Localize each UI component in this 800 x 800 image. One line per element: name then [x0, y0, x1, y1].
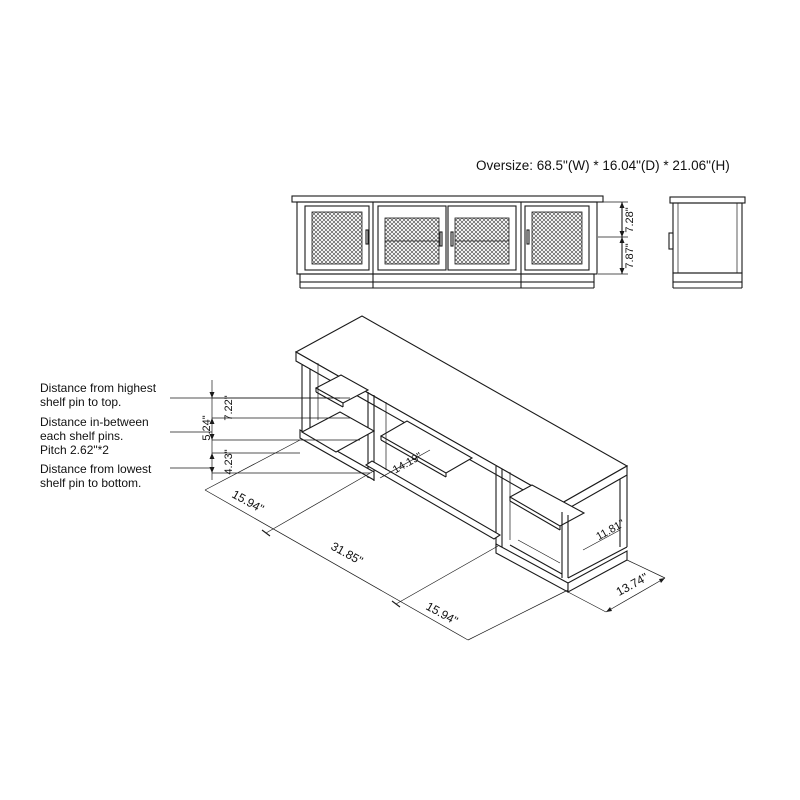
lowest-pin-line2: shelf pin to bottom.: [40, 476, 142, 490]
iso-top-surface: [296, 316, 627, 503]
front-top-panel: [292, 196, 603, 202]
highest-pin-line2: shelf pin to top.: [40, 395, 122, 409]
side-top: [670, 197, 745, 203]
between-pins-line2: each shelf pins.: [40, 429, 124, 443]
side-body: [673, 203, 742, 273]
left-width-label: 15.94": [229, 487, 267, 516]
highest-pin-line1: Distance from highest: [40, 381, 157, 395]
side-base: [673, 273, 742, 282]
iso-base-center-rail: [366, 461, 500, 539]
between-pins-line3: Pitch 2.62"*2: [40, 443, 109, 457]
side-shelf-depth-label: 11.81": [594, 517, 627, 544]
iso-base-right-front: [496, 544, 568, 592]
lower-height-label: 7.87": [624, 243, 636, 269]
right-width-label: 15.94": [423, 599, 461, 628]
overall-depth-label: 13.74": [613, 570, 651, 599]
center-right-handle: [451, 232, 453, 246]
side-view: [669, 197, 745, 288]
center-left-handle: [440, 232, 442, 246]
right-door-mesh: [532, 212, 582, 264]
bottom-gap-label: 4.23": [223, 449, 235, 475]
lowest-pin-line1: Distance from lowest: [40, 462, 152, 476]
right-door-handle: [527, 230, 529, 244]
top-gap-label: 7.22": [223, 395, 235, 421]
left-door-handle: [366, 230, 368, 244]
shelf-depth-label: 14.19": [390, 450, 425, 477]
center-width-label: 31.85": [328, 539, 366, 568]
oversize-label: Oversize: 68.5"(W) * 16.04"(D) * 21.06"(H): [476, 158, 730, 173]
front-view: [292, 196, 636, 288]
side-handle: [669, 233, 673, 249]
pin-pitch-label: 5.24": [201, 415, 213, 441]
upper-height-label: 7.28": [624, 207, 636, 233]
between-pins-line1: Distance in-between: [40, 415, 149, 429]
left-door-mesh: [312, 212, 362, 264]
front-base: [300, 274, 594, 282]
